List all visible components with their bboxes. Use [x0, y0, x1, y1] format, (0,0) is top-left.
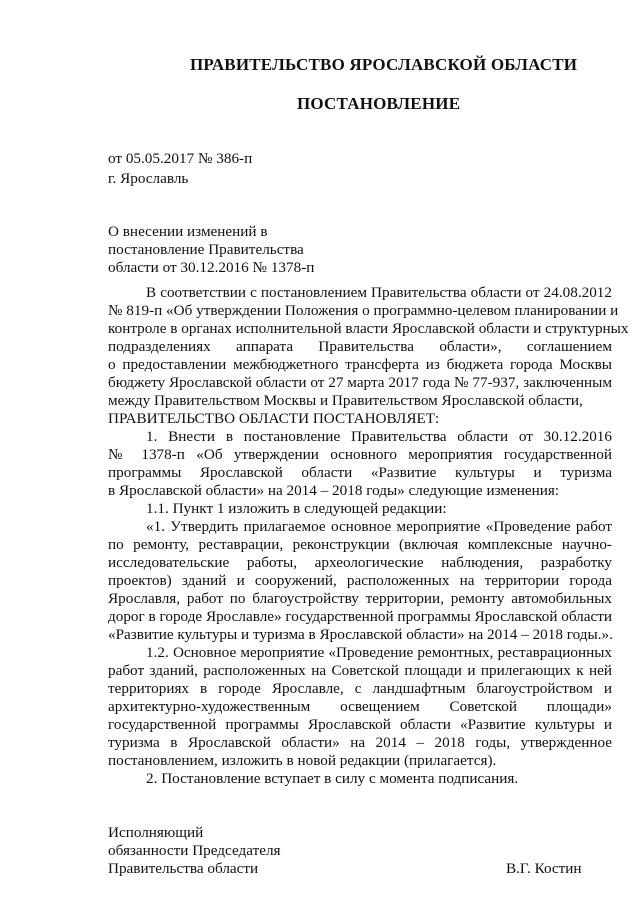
body-line: между Правительством Москвы и Правительством Ярославской области,: [108, 392, 583, 409]
signatory-name: В.Г. Костин: [506, 860, 582, 877]
body-line: работ зданий, расположенных на Советской площади и прилегающих к ней: [108, 662, 612, 679]
body-line: 1.2. Основное мероприятие «Проведение ремонтных, реставрационных: [146, 644, 612, 661]
body-line: бюджету Ярославской области от 27 марта 2017 года № 77-937, заключенным: [108, 374, 612, 391]
body-line: В соответствии с постановлением Правительства области от 24.08.2012: [146, 284, 612, 301]
body-line: дорог в городе Ярославле» государственной программы Ярославской области: [108, 608, 613, 625]
body-line: № 1378-п «Об утверждении основного мероприятия государственной: [108, 446, 612, 463]
body-line: о предоставлении межбюджетного трансферта из бюджета города Москвы: [108, 356, 612, 373]
body-line: «1. Утвердить прилагаемое основное мероприятие «Проведение работ: [146, 518, 612, 535]
body-line: в Ярославской области» на 2014 – 2018 годы» следующие изменения:: [108, 482, 560, 499]
body-line: 2. Постановление вступает в силу с момента подписания.: [146, 770, 519, 787]
signature-position: обязанности Председателя: [108, 842, 281, 859]
body-line: туризма в Ярославской области» на 2014 – 2018 годы, утвержденное: [108, 734, 612, 751]
subject-line: области от 30.12.2016 № 1378-п: [108, 259, 315, 276]
body-line: программы Ярославской области «Развитие культуры и туризма: [108, 464, 612, 481]
body-line: «Развитие культуры и туризма в Ярославской области» на 2014 – 2018 годы.».: [108, 626, 613, 643]
body-line: № 819-п «Об утверждении Положения о программно-целевом планировании и: [108, 302, 619, 319]
body-line: контроле в органах исполнительной власти Ярославской области и структурных: [108, 320, 629, 337]
body-line: государственной программы Ярославской области «Развитие культуры и: [108, 716, 612, 733]
body-line: 1.1. Пункт 1 изложить в следующей редакции:: [146, 500, 447, 517]
subject-line: постановление Правительства: [108, 241, 304, 258]
resolution-phrase: ПРАВИТЕЛЬСТВО ОБЛАСТИ ПОСТАНОВЛЯЕТ:: [108, 410, 440, 427]
signature-position: Исполняющий: [108, 824, 204, 841]
body-line: территориях в городе Ярославле, с ландшафтным благоустройством и: [108, 680, 612, 697]
document-type-title: ПОСТАНОВЛЕНИЕ: [297, 94, 461, 113]
body-line: проектов) зданий и сооружений, расположенных на территории города: [108, 572, 612, 589]
subject-line: О внесении изменений в: [108, 223, 268, 240]
body-line: архитектурно-художественным освещением Советской площади»: [108, 698, 612, 715]
body-line: подразделениях аппарата Правительства области», соглашением: [108, 338, 612, 355]
body-line: 1. Внести в постановление Правительства области от 30.12.2016: [146, 428, 612, 445]
body-line: Ярославля, работ по благоустройству территории, ремонту автомобильных: [108, 590, 612, 607]
date-number: от 05.05.2017 № 386-п: [108, 150, 253, 167]
signature-position: Правительства области: [108, 860, 259, 877]
city: г. Ярославль: [108, 170, 189, 187]
body-line: по ремонту, реставрации, реконструкции (включая комплексные научно-: [108, 536, 612, 553]
body-line: постановлением, изложить в новой редакции (прилагается).: [108, 752, 497, 769]
government-title: ПРАВИТЕЛЬСТВО ЯРОСЛАВСКОЙ ОБЛАСТИ: [190, 55, 578, 74]
body-line: исследовательские работы, археологические наблюдения, разработку: [108, 554, 612, 571]
